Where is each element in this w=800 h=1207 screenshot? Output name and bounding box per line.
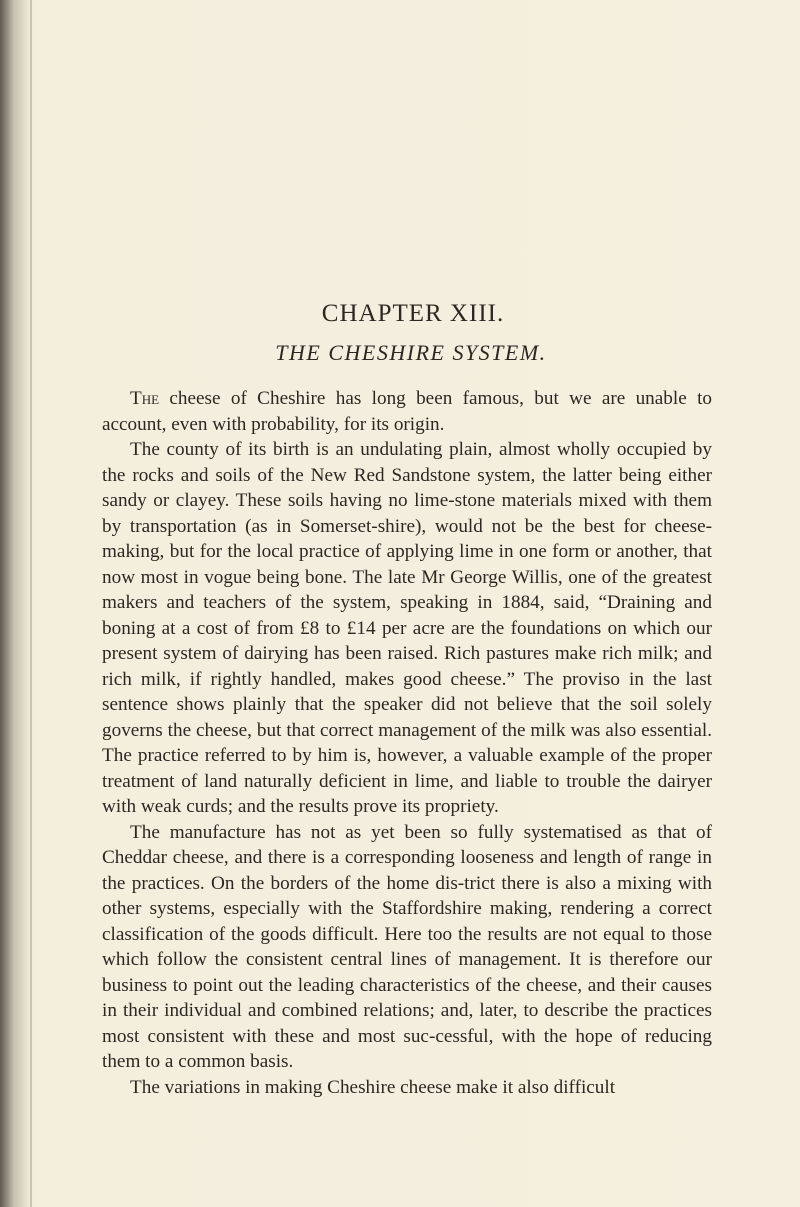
paragraph-lead-word: The <box>130 388 160 409</box>
paragraph-4 <box>102 1075 712 1101</box>
paragraph-2 <box>102 437 712 820</box>
page-binding-shadow <box>0 0 30 1207</box>
paragraph-text: The variations in making Cheshire cheese make it also difficult <box>130 1076 616 1098</box>
paragraph-text: The county of its birth is an undulating plain, almost wholly occupied by the rocks and soils of the New Red Sandstone system, the latter being either sandy or clayey. These soils having no lime-stone materials mixed with them by transportation (as in Somerset-shire), would not be the best for cheese-making, but for the local practice of applying lime in one form or another, that now most in vogue being bone. The late Mr George Willis, one of the greatest makers and teachers of the system, speaking in 1884, said, “Draining and boning at a cost of from £8 to £14 per acre are the foundations on which our present system of dairying has been raised. Rich pastures make rich milk; and rich milk, if rightly handled, makes good cheese.” The proviso in the last sentence shows plainly that the speaker did not believe that the soil solely governs the cheese, but that correct management of the milk was also essential. The practice referred to by him is, however, a valuable example of the proper treatment of land naturally deficient in lime, and liable to trouble the dairyer with weak curds; and the results prove its propriety. <box>102 439 712 817</box>
paragraph-text: cheese of Cheshire has long been famous, but we are unable to account, even with probability, for its origin. <box>102 388 712 435</box>
page-content <box>102 300 712 1100</box>
paragraph-3 <box>102 820 712 1075</box>
chapter-body <box>102 386 712 1100</box>
chapter-title: THE CHESHIRE SYSTEM. <box>275 340 547 365</box>
paragraph-1 <box>102 386 712 437</box>
paragraph-text: The manufacture has not as yet been so fully systematised as that of Cheddar cheese, and there is a corresponding looseness and length of range in the practices. On the borders of the home dis-trict there is also a mixing with other systems, especially with the Staffordshire making, rendering a correct classification of the goods difficult. Here too the results are not equal to those which follow the consistent central lines of management. It is therefore our business to point out the leading characteristics of the cheese, and their causes in their individual and combined relations; and, later, to describe the practices most consistent with these and most suc-cessful, with the hope of reducing them to a common basis. <box>102 821 712 1072</box>
chapter-heading: CHAPTER XIII. <box>321 300 505 327</box>
page-binding-edge <box>30 0 32 1207</box>
